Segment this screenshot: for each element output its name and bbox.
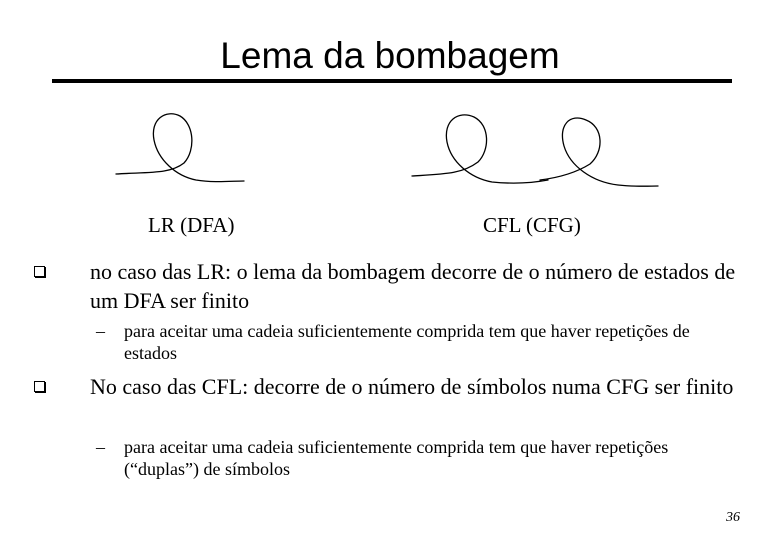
cfg-loop-right: [540, 118, 658, 186]
bullet-text: No caso das CFL: decorre de o número de símbolos numa CFG ser finito: [90, 374, 734, 399]
sub-bullet-text: para aceitar uma cadeia suficientemente comprida tem que haver repetições (“duplas”) de símbolos: [124, 437, 669, 479]
caption-cfl-cfg: CFL (CFG): [483, 213, 581, 237]
sub-bullet-marker: –: [96, 437, 105, 457]
slide-title: Lema da bombagem: [220, 35, 560, 76]
bullet-text: no caso das LR: o lema da bombagem decorre de o número de estados de um DFA ser finito: [90, 259, 736, 313]
bullet-marker: [34, 381, 45, 392]
caption-lr-dfa: LR (DFA): [148, 213, 235, 237]
page-number: 36: [726, 510, 740, 525]
dfa-loop: [116, 114, 244, 182]
title-underline: [52, 79, 732, 83]
sub-bullet-text: para aceitar uma cadeia suficientemente comprida tem que haver repetições de estados: [124, 321, 690, 363]
pumping-loops-figure: [0, 100, 780, 200]
cfg-loop-left: [412, 115, 548, 183]
bullet-marker: [34, 266, 45, 277]
sub-bullet-marker: –: [96, 321, 105, 341]
